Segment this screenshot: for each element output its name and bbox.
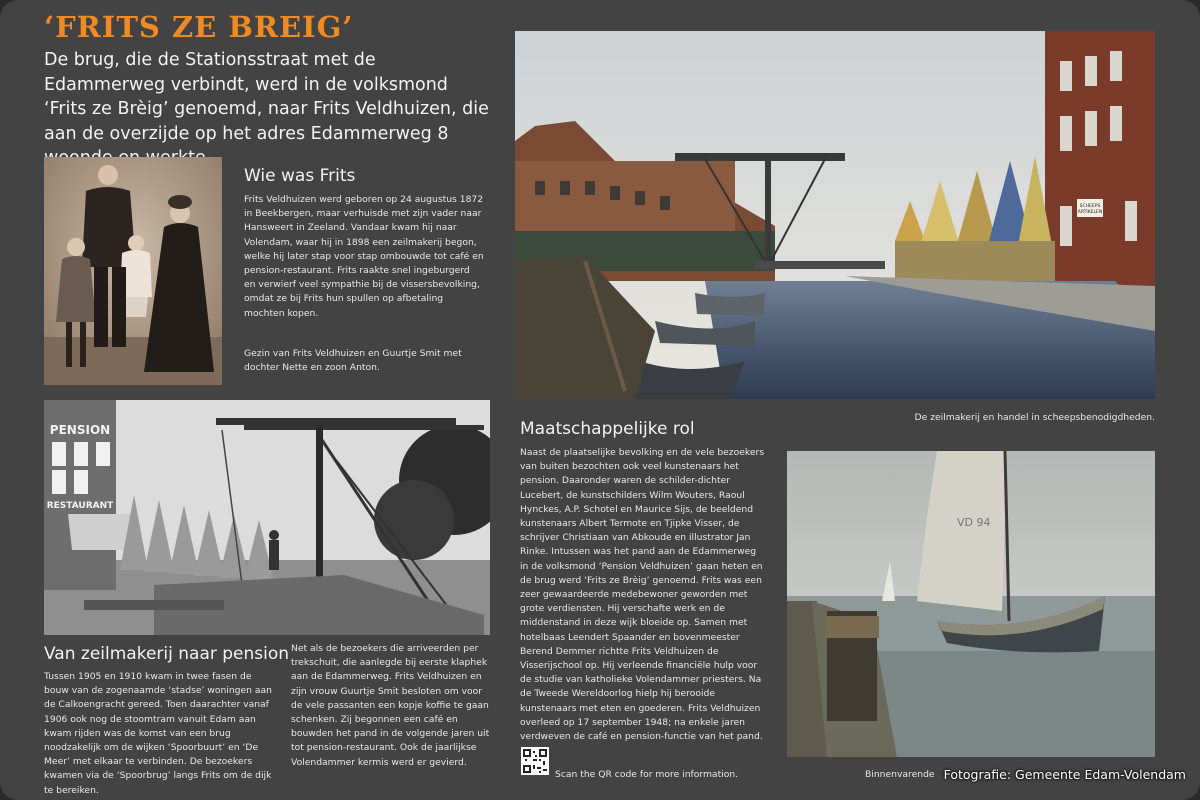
qr-code[interactable]	[521, 747, 549, 775]
heading-maatschappelijke-rol: Maatschappelijke rol	[520, 419, 695, 439]
photo-credit: Fotografie: Gemeente Edam-Volendam	[943, 767, 1186, 782]
pension-photo	[44, 400, 490, 635]
canal-photo	[515, 31, 1155, 399]
canal-photo-caption: De zeilmakerij en handel in scheepsbenodigdheden.	[914, 412, 1155, 423]
maatschappelijke-rol-text: Naast de plaatselijke bevolking en de vele bezoekers van buiten bezochten ook veel kunstenaars het pension. Daaronder waren de schilder-dichter Lucebert, de kunstschilders Wilm Wouters, Raoul Hynckes, A.P. Schotel en Maurice Sijs, de beeldend kunstenaars Albert Termote en Tjipke Visser, de schrijver Christiaan van Abkoude en illustrator Jan Rinke. Intussen was het pand aan de Edammerweg in de volksmond ‘Pension Veldhuizen’ gaan heten en de brug werd ‘Frits ze Brèig’ genoemd. Frits was een zeer gewaardeerde medebewoner geworden met grote verdiensten. Hij verschafte werk en de middenstand in deze wijk bloeide op. Samen met hotelbaas Leendert Spaander en bovenmeester Berend Demmer richtte Frits Veldhuizen de Visserijschool op. Hij verleende financiële hulp voor de studie van katholieke Volendammer priesters. Na de Tweede Wereldoorlog hielp hij berooide kunstenaars met eten en goederen. Frits Veldhuizen overleed op 17 september 1948; na enkele jaren verdweven de café en pension-functie van het pand.	[520, 447, 765, 743]
sail-number: VD 94	[957, 516, 991, 529]
scheeps-sign: SCHEEPS	[1079, 204, 1101, 209]
wie-was-frits-text: Frits Veldhuizen werd geboren op 24 augustus 1872 in Beekbergen, maar verhuisde met zijn vader naar Hansweert in Zeeland. Vandaar kwam hij naar Volendam, waar hij in 1898 een zeilmakerij begon, welke hij later stap voor stap ombouwde tot café en pension-restaurant. Frits raakte snel ingeburgerd en verwierf veel sympathie bij de vissersbevolking, omdat ze bij Frits hun spullen op afbetaling mochten kopen.	[244, 194, 484, 319]
painting-caption: Binnenvarende	[865, 769, 935, 780]
pension-sign: PENSION	[49, 423, 111, 437]
intro-text: De brug, die de Stationsstraat met de Edammerweg verbindt, werd in de volksmond ‘Frits ze Brèig’ genoemd, naar Frits Veldhuizen, die aan de overzijde op het adres Edammerweg 8	[44, 50, 489, 144]
qr-instruction: Scan the QR code for more information.	[555, 769, 739, 780]
painting-photo	[787, 451, 1155, 757]
heading-wie-was-frits: Wie was Frits	[244, 166, 356, 186]
svg-text:ARTIKELEN: ARTIKELEN	[1077, 210, 1103, 215]
zeilmakerij-text-col2: Net als de bezoekers die arriveerden per trekschuit, die aanlegde bij eerste klaphek aan de Edammerweg. Frits Veldhuizen en zijn vrouw Guurtje Smit besloten om voor de vele passanten een kopje koffie te gaan schenken. Zij begonnen een café en bouwden het pand in de volgende jaren uit tot pension-restaurant. Ook de jaarlijkse Volendammer kermis werd er gevierd.	[291, 643, 490, 768]
heading-zeilmakerij: Van zeilmakerij naar pension	[44, 644, 290, 664]
board-title: ‘FRITS ZE BREIG’	[44, 10, 354, 44]
family-photo	[44, 157, 222, 385]
zeilmakerij-text-col1: Tussen 1905 en 1910 kwam in twee fasen de bouw van de zogenaamde ‘stadse’ woningen aan de Calkoengracht gereed. Toen daarachter vanaf 1906 ook nog de stoomtram vanuit Edam aan kwam rijden was de komst van een brug noodzakelijk om de wijken ‘Spoorbuurt’ en ‘De Meer’ met elkaar te verbinden. De bezoekers kwamen via de ‘Spoorbrug’ langs Frits om de dijk te bereiken.	[44, 671, 272, 796]
restaurant-sign: RESTAURANT	[46, 501, 114, 511]
family-photo-caption: Gezin van Frits Veldhuizen en Guurtje Smit met dochter Nette en zoon Anton.	[244, 348, 462, 373]
